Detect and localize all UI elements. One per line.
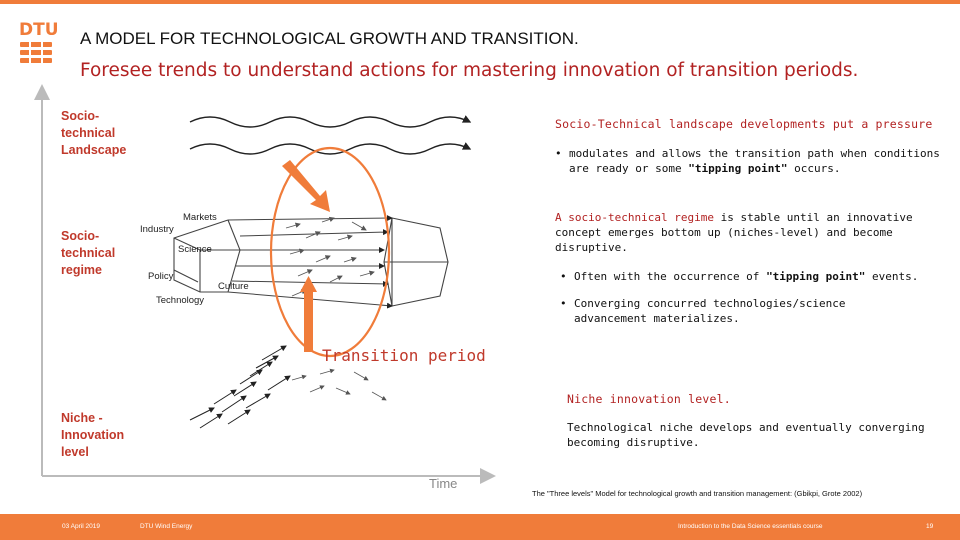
slide-subtitle: Foresee trends to understand actions for mastering innovation of transition periods. (80, 60, 859, 81)
niche-heading: Niche innovation level. (567, 392, 731, 406)
emergence-arrow-up (300, 276, 317, 352)
dtu-logo-text: DTU (19, 20, 59, 40)
niche-paragraph: Technological niche develops and eventually converging becoming disruptive. (567, 421, 925, 449)
footer-page-number: 19 (926, 523, 934, 530)
footer-date: 03 April 2019 (62, 523, 100, 530)
level-niche: Niche - Innovation level (61, 411, 125, 459)
time-label: Time (429, 476, 458, 491)
label-technology: Technology (156, 295, 205, 306)
figure-caption: The "Three levels" Model for technological growth and transition management: (Gbikpi, Grote 2002) (532, 489, 863, 498)
transition-period-label: Transition period (322, 346, 486, 365)
landscape-bullet: • modulates and allows the transition path when conditions are ready or some "tipping point" occurs. (555, 147, 940, 175)
label-policy: Policy (148, 271, 174, 282)
niche-scatter-arrows (292, 370, 386, 400)
level-landscape: Socio- technical Landscape (61, 109, 127, 157)
label-markets: Markets (183, 212, 217, 223)
transition-ellipse (271, 148, 389, 356)
landscape-heading: Socio-Technical landscape developments put a pressure (555, 117, 933, 131)
footer-course: Introduction to the Data Science essentials course (678, 523, 823, 530)
regime-labels (140, 212, 249, 306)
pressure-arrow-down (282, 160, 330, 212)
niche-arrows (190, 346, 290, 428)
regime-bullet-2: • Converging concurred technologies/science advancement materializes. (560, 297, 846, 325)
transition-scatter-arrows (286, 218, 374, 296)
label-science: Science (178, 244, 212, 255)
regime-bullet-1: • Often with the occurrence of "tipping point" events. (560, 270, 919, 283)
regime-paragraph: A socio-technical regime is stable until an innovative concept emerges bottom up (niches-level) and become disruptive. (555, 211, 913, 254)
footer-department: DTU Wind Energy (140, 523, 193, 530)
level-regime: Socio- technical regime (61, 229, 116, 277)
label-industry: Industry (140, 224, 174, 235)
slide-title: A MODEL FOR TECHNOLOGICAL GROWTH AND TRANSITION. (80, 29, 579, 48)
footer-bar (0, 514, 960, 540)
label-culture: Culture (218, 281, 249, 292)
